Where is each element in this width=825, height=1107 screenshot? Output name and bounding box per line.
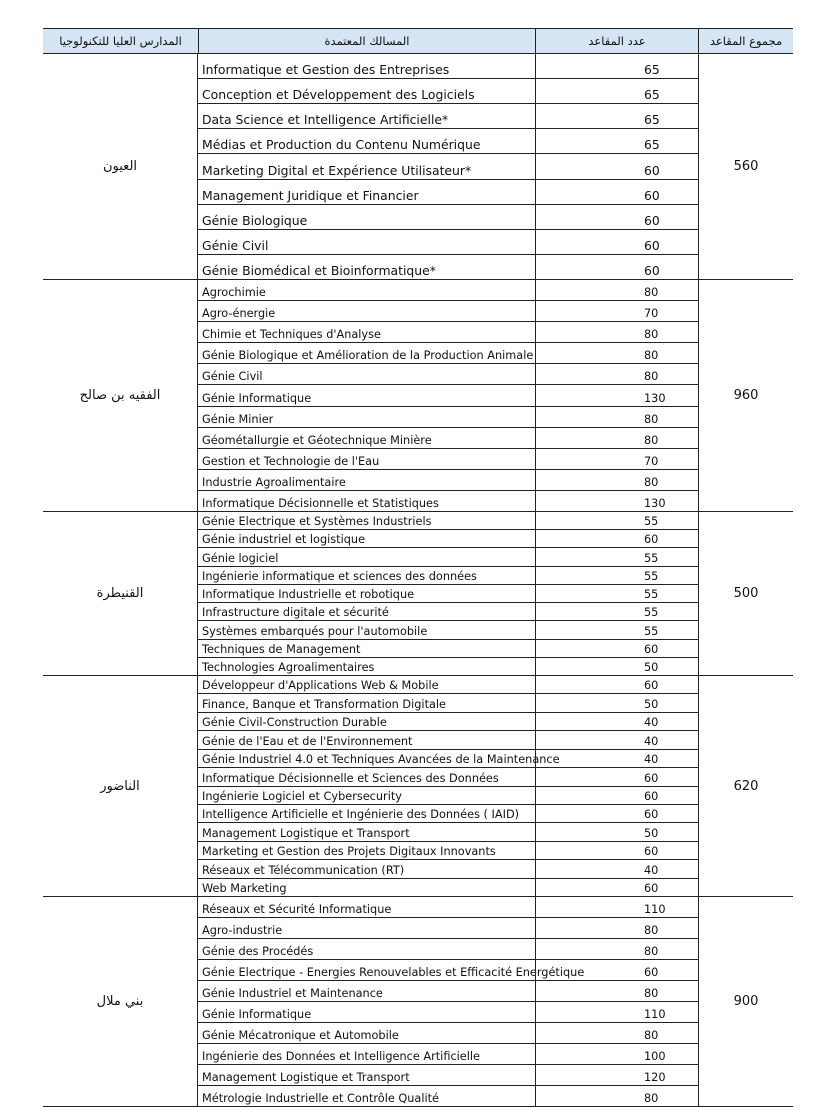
seat-count: 65	[535, 104, 698, 128]
program-name: Génie Minier	[202, 412, 274, 426]
table-row	[198, 805, 698, 823]
seat-count: 60	[535, 180, 698, 204]
seat-count: 80	[535, 470, 698, 490]
seat-count: 40	[535, 860, 698, 877]
table-row	[198, 548, 698, 566]
program-name: Génie Biologique et Amélioration de la Production Animale	[202, 349, 534, 363]
school-group	[43, 676, 793, 897]
table-row	[198, 255, 698, 279]
program-name: Génie Informatique	[202, 391, 312, 405]
seat-count: 60	[535, 530, 698, 547]
seat-count: 80	[535, 428, 698, 448]
table-row	[198, 449, 698, 470]
program-name: Génie Biologique	[202, 212, 308, 228]
seat-count: 110	[535, 897, 698, 917]
table-row	[198, 713, 698, 731]
table-row	[198, 676, 698, 694]
school-name: الفقيه بن صالح	[43, 280, 198, 511]
school-group	[43, 512, 793, 676]
seat-count: 100	[535, 1044, 698, 1064]
seat-count: 80	[535, 1086, 698, 1106]
table-row	[198, 585, 698, 603]
seat-count: 60	[535, 960, 698, 980]
seat-count: 55	[535, 548, 698, 565]
program-name: Informatique Industrielle et robotique	[202, 588, 415, 602]
header-school: المدارس العليا للتكنولوجيا	[59, 34, 182, 48]
seat-count: 80	[535, 1023, 698, 1043]
table-row	[198, 428, 698, 449]
program-name: Agro-industrie	[202, 924, 283, 937]
seat-count: 60	[535, 768, 698, 785]
table-row	[198, 768, 698, 786]
header-total: مجموع المقاعد	[698, 29, 793, 53]
school-group	[43, 280, 793, 512]
program-name: Génie logiciel	[202, 551, 279, 565]
table-row	[198, 491, 698, 511]
program-name: Géométallurgie et Géotechnique Minière	[202, 433, 432, 447]
program-name: Industrie Agroalimentaire	[202, 475, 346, 489]
table-row	[198, 918, 698, 939]
program-name: Génie Electrique - Energies Renouvelables et Efficacité Energétique	[202, 966, 585, 979]
seat-count: 60	[535, 230, 698, 254]
seat-count: 80	[535, 981, 698, 1001]
program-name: Agrochimie	[202, 286, 266, 300]
seat-count: 55	[535, 585, 698, 602]
table-row	[198, 603, 698, 621]
table-row	[198, 860, 698, 878]
header-programs: المسالك المعتمدة	[198, 29, 535, 53]
seat-count: 40	[535, 713, 698, 730]
table-row	[198, 939, 698, 960]
seat-count: 60	[535, 787, 698, 804]
program-name: Gestion et Technologie de l'Eau	[202, 454, 380, 468]
seat-count: 40	[535, 731, 698, 748]
table-row	[198, 897, 698, 918]
program-name: Management Juridique et Financier	[202, 187, 419, 203]
table-row	[198, 960, 698, 981]
program-name: Génie Electrique et Systèmes Industriels	[202, 515, 432, 529]
program-name: Techniques de Management	[202, 642, 361, 656]
seat-count: 50	[535, 823, 698, 840]
seat-count: 40	[535, 750, 698, 767]
table-row	[198, 1023, 698, 1044]
seat-count: 130	[535, 385, 698, 405]
table-row	[198, 981, 698, 1002]
program-name: Génie Informatique	[202, 1008, 312, 1021]
total-seats: 500	[698, 512, 793, 675]
program-name: Ingénierie des Données et Intelligence Artificielle	[202, 1050, 480, 1063]
program-name: Infrastructure digitale et sécurité	[202, 606, 389, 620]
seat-count: 55	[535, 603, 698, 620]
table-row	[198, 1044, 698, 1065]
seat-count: 70	[535, 301, 698, 321]
program-name: Data Science et Intelligence Artificielle*	[202, 112, 449, 128]
seat-count: 60	[535, 842, 698, 859]
total-seats: 900	[698, 897, 793, 1106]
program-name: Métrologie Industrielle et Contrôle Qualité	[202, 1092, 440, 1105]
table-row	[198, 640, 698, 658]
table-row	[198, 1065, 698, 1086]
table-row	[198, 79, 698, 104]
program-name: Réseaux et Télécommunication (RT)	[202, 863, 405, 877]
seat-count: 80	[535, 407, 698, 427]
table-header	[43, 28, 793, 54]
table-row	[198, 343, 698, 364]
total-seats: 560	[698, 54, 793, 279]
seat-count: 55	[535, 567, 698, 584]
program-name: Systèmes embarqués pour l'automobile	[202, 624, 428, 638]
table-row	[198, 280, 698, 301]
program-name: Chimie et Techniques d'Analyse	[202, 328, 381, 342]
table-row	[198, 322, 698, 343]
table-row	[198, 842, 698, 860]
program-name: Marketing Digital et Expérience Utilisateur*	[202, 162, 472, 178]
program-name: Agro-énergie	[202, 307, 276, 321]
program-name: Conception et Développement des Logiciels	[202, 87, 475, 103]
program-list	[198, 676, 698, 896]
seat-count: 60	[535, 879, 698, 896]
seat-count: 80	[535, 322, 698, 342]
program-name: Marketing et Gestion des Projets Digitaux Innovants	[202, 845, 496, 859]
program-name: Intelligence Artificielle et Ingénierie des Données ( IAID)	[202, 808, 520, 822]
table-row	[198, 823, 698, 841]
table-row	[198, 364, 698, 385]
header-seats: عدد المقاعد	[535, 29, 698, 53]
program-name: Génie des Procédés	[202, 945, 314, 958]
program-list	[198, 897, 698, 1106]
table-row	[198, 787, 698, 805]
seat-count: 65	[535, 54, 698, 78]
table-row	[198, 530, 698, 548]
table-row	[198, 621, 698, 639]
seat-count: 65	[535, 129, 698, 153]
table-row	[198, 731, 698, 749]
seat-count: 60	[535, 640, 698, 657]
table-row	[198, 1002, 698, 1023]
seat-count: 55	[535, 512, 698, 529]
table-row	[198, 879, 698, 896]
total-seats: 960	[698, 280, 793, 511]
program-name: Technologies Agroalimentaires	[202, 660, 375, 674]
total-seats: 620	[698, 676, 793, 896]
seat-count: 60	[535, 205, 698, 229]
program-name: Développeur d'Applications Web & Mobile	[202, 679, 439, 693]
table-row	[198, 180, 698, 205]
program-name: Web Marketing	[202, 882, 287, 896]
program-name: Management Logistique et Transport	[202, 1071, 410, 1084]
school-group	[43, 54, 793, 280]
school-group	[43, 897, 793, 1107]
seat-count: 60	[535, 255, 698, 279]
program-name: Finance, Banque et Transformation Digitale	[202, 697, 447, 711]
program-name: Génie Industriel et Maintenance	[202, 987, 383, 1000]
table-row	[198, 750, 698, 768]
seat-count: 80	[535, 280, 698, 300]
school-name: العيون	[43, 54, 198, 279]
program-name: Génie industriel et logistique	[202, 533, 366, 547]
seat-count: 70	[535, 449, 698, 469]
program-name: Management Logistique et Transport	[202, 826, 410, 840]
seat-count: 50	[535, 658, 698, 675]
seat-count: 80	[535, 343, 698, 363]
program-name: Médias et Production du Contenu Numérique	[202, 137, 481, 153]
seat-count: 60	[535, 676, 698, 693]
school-name: بني ملال	[43, 897, 198, 1106]
seat-count: 60	[535, 805, 698, 822]
program-list	[198, 512, 698, 675]
seat-count: 55	[535, 621, 698, 638]
program-name: Génie Civil	[202, 370, 263, 384]
table-row	[198, 205, 698, 230]
seat-count: 80	[535, 939, 698, 959]
table-row	[198, 301, 698, 322]
table-row	[198, 470, 698, 491]
school-name: الناضور	[43, 676, 198, 896]
program-name: Ingénierie informatique et sciences des données	[202, 569, 477, 583]
table-row	[198, 694, 698, 712]
program-name: Génie Civil-Construction Durable	[202, 716, 387, 730]
table-body	[43, 54, 793, 1107]
program-name: Génie Civil	[202, 237, 269, 253]
program-name: Génie Industriel 4.0 et Techniques Avancées de la Maintenance	[202, 753, 560, 767]
table-row	[198, 567, 698, 585]
program-name: Informatique Décisionnelle et Statistiques	[202, 497, 439, 511]
seat-count: 60	[535, 154, 698, 178]
program-name: Réseaux et Sécurité Informatique	[202, 903, 392, 916]
table-row	[198, 129, 698, 154]
school-name: القنيطرة	[43, 512, 198, 675]
seat-count: 80	[535, 918, 698, 938]
seat-count: 120	[535, 1065, 698, 1085]
program-name: Ingénierie Logiciel et Cybersecurity	[202, 789, 402, 803]
seat-count: 80	[535, 364, 698, 384]
seat-count: 130	[535, 491, 698, 511]
seats-table	[43, 28, 793, 1107]
table-row	[198, 407, 698, 428]
table-row	[198, 512, 698, 530]
table-row	[198, 1086, 698, 1106]
program-list	[198, 280, 698, 511]
program-list	[198, 54, 698, 279]
table-row	[198, 385, 698, 406]
program-name: Informatique et Gestion des Entreprises	[202, 62, 450, 78]
table-row	[198, 54, 698, 79]
program-name: Génie Mécatronique et Automobile	[202, 1029, 399, 1042]
table-row	[198, 154, 698, 179]
table-row	[198, 104, 698, 129]
seat-count: 50	[535, 694, 698, 711]
program-name: Génie Biomédical et Bioinformatique*	[202, 262, 436, 278]
program-name: Informatique Décisionnelle et Sciences des Données	[202, 771, 499, 785]
seat-count: 65	[535, 79, 698, 103]
table-row	[198, 658, 698, 675]
table-row	[198, 230, 698, 255]
seat-count: 110	[535, 1002, 698, 1022]
program-name: Génie de l'Eau et de l'Environnement	[202, 734, 413, 748]
